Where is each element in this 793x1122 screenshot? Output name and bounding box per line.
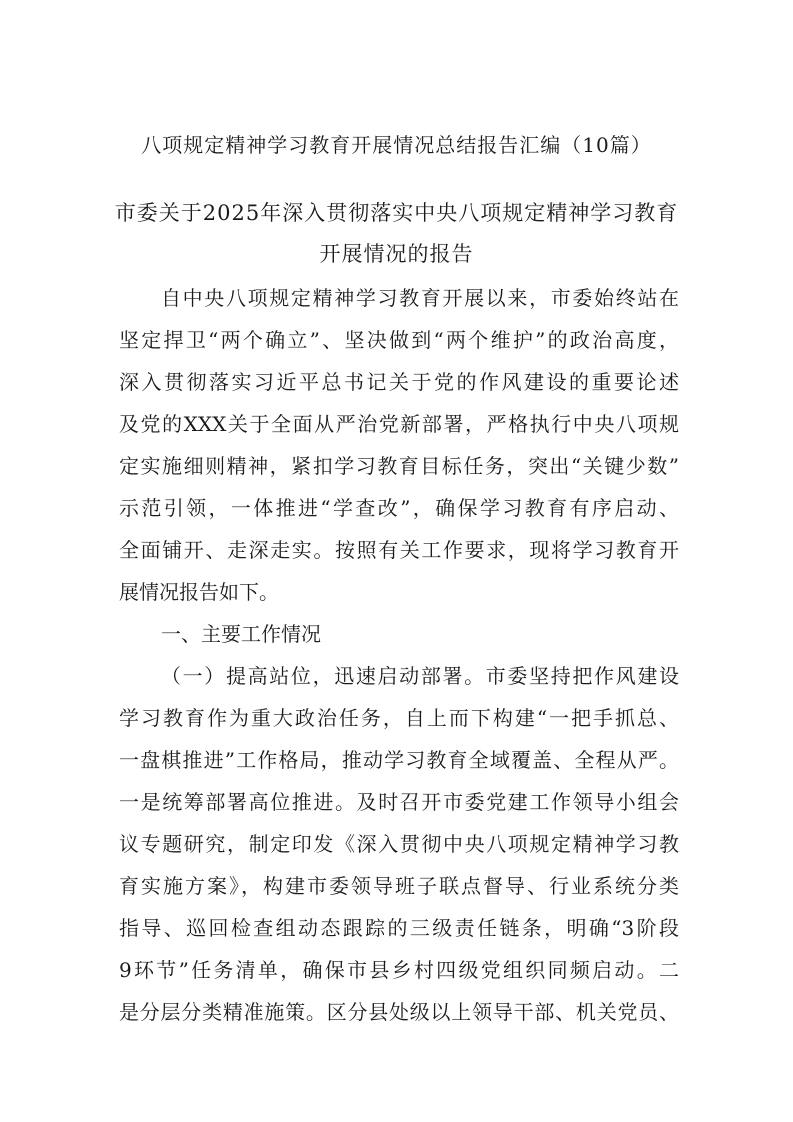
- body-line: 一是统筹部署高位推进。及时召开市委党建工作领导小组会: [119, 790, 679, 814]
- body-line: 展情况报告如下。: [119, 580, 279, 604]
- body-line: 一盘棋推进”工作格局，推动学习教育全域覆盖、全程从严。: [119, 748, 679, 772]
- body-line: 定实施细则精神，紧扣学习教育目标任务，突出“关键少数”: [119, 454, 679, 478]
- body-line: 自中央八项规定精神学习教育开展以来，市委始终站在: [161, 286, 679, 310]
- report-title-line-1: 市委关于2025年深入贯彻落实中央八项规定精神学习教育: [114, 201, 679, 225]
- body-line: 是分层分类精准施策。区分县处级以上领导干部、机关党员、: [119, 1000, 679, 1024]
- body-line: 议专题研究，制定印发《深入贯彻中央八项规定精神学习教: [119, 832, 679, 856]
- section-heading: 一、主要工作情况: [161, 622, 321, 646]
- body-line: 坚定捍卫“两个确立”、坚决做到“两个维护”的政治高度，: [119, 328, 679, 352]
- body-line: 全面铺开、走深走实。按照有关工作要求，现将学习教育开: [119, 538, 679, 562]
- report-title-line-2: 开展情况的报告: [319, 242, 474, 266]
- body-line: 示范引领，一体推进“学查改”，确保学习教育有序启动、: [119, 496, 679, 520]
- body-line: （一）提高站位，迅速启动部署。市委坚持把作风建设: [161, 664, 679, 688]
- body-line: 9环节”任务清单，确保市县乡村四级党组织同频启动。二: [119, 958, 679, 982]
- document-title: 八项规定精神学习教育开展情况总结报告汇编（10篇）: [141, 133, 652, 157]
- body-line: 深入贯彻落实习近平总书记关于党的作风建设的重要论述: [119, 370, 679, 394]
- body-line: 学习教育作为重大政治任务，自上而下构建“一把手抓总、: [119, 706, 679, 730]
- body-line: 育实施方案》，构建市委领导班子联点督导、行业系统分类: [119, 874, 679, 898]
- body-line: 及党的XXX关于全面从严治党新部署，严格执行中央八项规: [119, 412, 679, 436]
- body-line: 指导、巡回检查组动态跟踪的三级责任链条，明确“3阶段: [119, 916, 679, 940]
